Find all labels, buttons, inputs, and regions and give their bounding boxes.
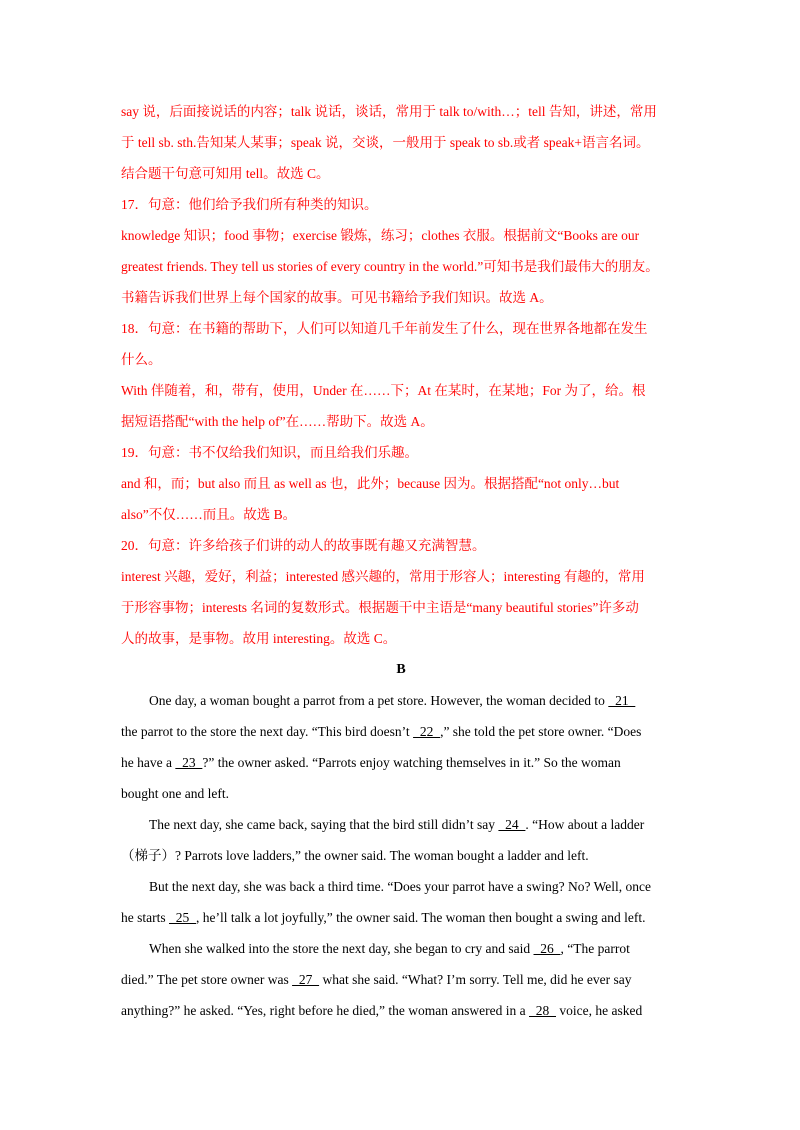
- explanation-line: 18．句意：在书籍的帮助下，人们可以知道几千年前发生了什么，现在世界各地都在发生: [121, 321, 648, 336]
- passage-text: , he’ll talk a lot joyfully,” the owner said. The woman then bought a swing and left.: [196, 910, 646, 925]
- explanation-line: 据短语搭配“with the help of”在……帮助下。故选 A。: [121, 414, 434, 429]
- passage-text: voice, he asked: [556, 1003, 643, 1018]
- passage-text: he starts: [121, 910, 169, 925]
- passage-line: [121, 778, 681, 809]
- passage-line: [121, 809, 681, 840]
- passage-text: ,” she told the pet store owner. “Does: [440, 724, 642, 739]
- document-content: [121, 96, 681, 1026]
- answer-blank: 28: [529, 1003, 556, 1018]
- answer-blank: 27: [292, 972, 320, 987]
- passage-line: [121, 995, 681, 1026]
- passage-text: . “How about a ladder: [525, 817, 645, 832]
- explanation-line: 于形容事物；interests 名词的复数形式。根据题干中主语是“many beautiful stories”许多动: [121, 600, 639, 615]
- explanation-line: say 说，后面接说话的内容；talk 说话，谈话，常用于 talk to/with…；tell 告知，讲述，常用: [121, 104, 657, 119]
- explanation-line: and 和，而；but also 而且 as well as 也，此外；because 因为。根据搭配“not only…but: [121, 476, 620, 491]
- explanation-line: 结合题干句意可知用 tell。故选 C。: [121, 166, 330, 181]
- explanation-line: 17．句意：他们给予我们所有种类的知识。: [121, 197, 378, 212]
- passage-text: ?” the owner asked. “Parrots enjoy watching themselves in it.” So the woman: [202, 755, 621, 770]
- explanation-line: 于 tell sb. sth.告知某人某事；speak 说，交谈，一般用于 speak to sb.或者 speak+语言名词。: [121, 135, 650, 150]
- passage-text: （梯子）? Parrots love ladders,” the owner said. The woman bought a ladder and left.: [121, 848, 589, 863]
- explanation-line: interest 兴趣，爱好，利益；interested 感兴趣的，常用于形容人；interesting 有趣的，常用: [121, 569, 645, 584]
- explanation-line: greatest friends. They tell us stories of every country in the world.”可知书是我们最伟大的朋友。: [121, 259, 659, 274]
- passage-line: [121, 716, 681, 747]
- answer-explanations: [121, 96, 681, 654]
- passage-text: When she walked into the store the next day, she began to cry and said: [149, 941, 534, 956]
- explanation-line: 19．句意：书不仅给我们知识，而且给我们乐趣。: [121, 445, 418, 460]
- explanation-line: With 伴随着，和，带有，使用，Under 在……下；At 在某时，在某地；For 为了，给。根: [121, 383, 646, 398]
- passage-line: [121, 871, 681, 902]
- answer-blank: 22: [413, 724, 441, 739]
- passage-line: [121, 840, 681, 871]
- passage-text: One day, a woman bought a parrot from a pet store. However, the woman decided to: [149, 693, 609, 708]
- passage-text: anything?” he asked. “Yes, right before he died,” the woman answered in a: [121, 1003, 529, 1018]
- passage-text: died.” The pet store owner was: [121, 972, 293, 987]
- explanation-line: knowledge 知识；food 事物；exercise 锻炼，练习；clothes 衣服。根据前文“Books are our: [121, 228, 640, 243]
- cloze-passage: [121, 685, 681, 1026]
- passage-text: , “The parrot: [560, 941, 630, 956]
- passage-text: The next day, she came back, saying that the bird still didn’t say: [149, 817, 499, 832]
- passage-text: he have a: [121, 755, 176, 770]
- passage-line: [121, 902, 681, 933]
- section-heading: B: [396, 662, 406, 677]
- passage-text: But the next day, she was back a third time. “Does your parrot have a swing? No? Well, once: [149, 879, 652, 894]
- explanation-line: 什么。: [121, 352, 162, 367]
- passage-text: bought one and left.: [121, 786, 229, 801]
- passage-line: [121, 685, 681, 716]
- passage-line: [121, 933, 681, 964]
- answer-blank: 24: [498, 817, 526, 832]
- passage-line: [121, 747, 681, 778]
- answer-blank: 23: [175, 755, 203, 770]
- explanation-line: also”不仅……而且。故选 B。: [121, 507, 297, 522]
- answer-blank: 21: [608, 693, 636, 708]
- explanation-line: 人的故事，是事物。故用 interesting。故选 C。: [121, 631, 397, 646]
- answer-blank: 26: [533, 941, 561, 956]
- passage-text: what she said. “What? I’m sorry. Tell me, did he ever say: [319, 972, 632, 987]
- passage-text: the parrot to the store the next day. “This bird doesn’t: [121, 724, 414, 739]
- answer-blank: 25: [169, 910, 196, 925]
- explanation-line: 书籍告诉我们世界上每个国家的故事。可见书籍给予我们知识。故选 A。: [121, 290, 553, 305]
- passage-line: [121, 964, 681, 995]
- explanation-line: 20．句意：许多给孩子们讲的动人的故事既有趣又充满智慧。: [121, 538, 486, 553]
